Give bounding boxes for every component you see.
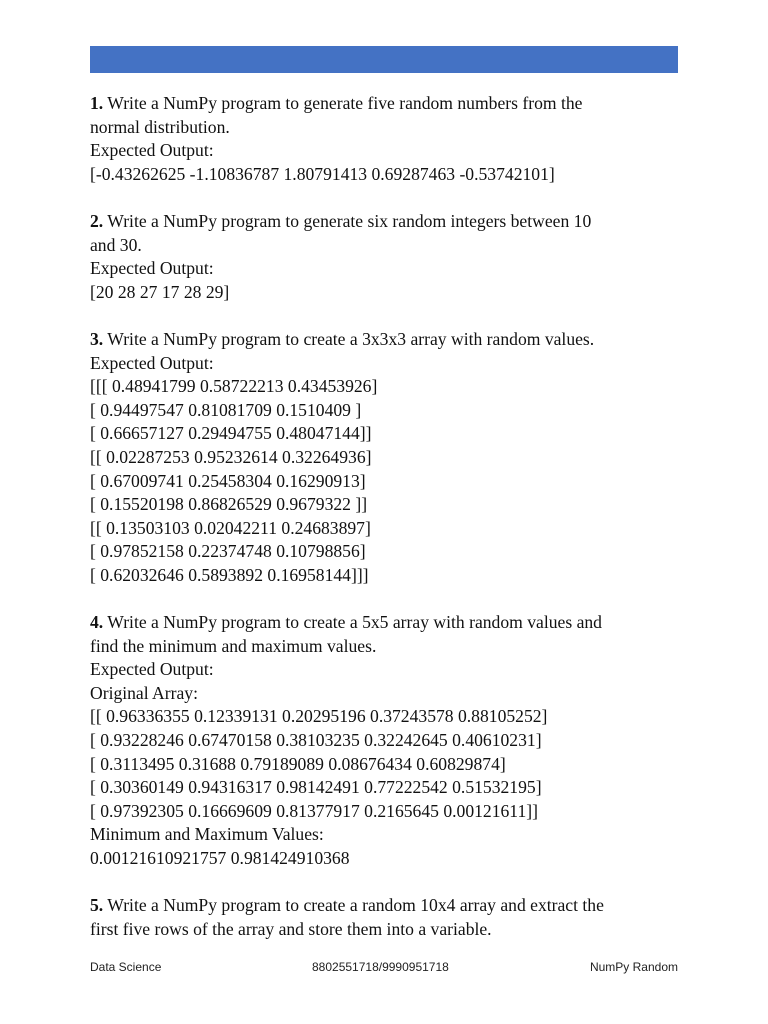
problem-number: 2.	[90, 210, 104, 231]
footer-left: Data Science	[90, 960, 162, 974]
expected-output-label: Expected Output:	[90, 258, 214, 279]
document-body	[90, 92, 690, 965]
statement-text: Write a NumPy program to generate six random integers between 10	[107, 210, 592, 231]
output-line: [ 0.3113495 0.31688 0.79189089 0.08676434 0.60829874]	[90, 753, 506, 774]
statement-text: Write a NumPy program to create a 5x5 array with random values and	[107, 612, 602, 633]
problem-statement-line	[90, 611, 690, 635]
statement-text: and 30.	[90, 234, 142, 255]
problem-statement-line	[90, 234, 690, 258]
footer-center: 8802551718/9990951718	[312, 960, 449, 974]
problem-statement-line	[90, 918, 690, 942]
statement-text: Write a NumPy program to generate five random numbers from the	[107, 93, 583, 113]
output-line: [ 0.15520198 0.86826529 0.9679322 ]]	[90, 494, 368, 515]
problem-4	[90, 611, 690, 871]
output-line: 0.00121610921757 0.981424910368	[90, 848, 350, 868]
problem-statement-line	[90, 210, 690, 234]
problem-statement-line	[90, 92, 690, 116]
problem-number: 3.	[90, 328, 104, 349]
output-line: [[ 0.96336355 0.12339131 0.20295196 0.37243578 0.88105252]	[90, 706, 548, 727]
problem-1	[90, 92, 690, 186]
output-line: Minimum and Maximum Values:	[90, 824, 324, 845]
problem-2	[90, 210, 690, 304]
output-line: [ 0.94497547 0.81081709 0.1510409 ]	[90, 399, 362, 420]
output-line: [ 0.62032646 0.5893892 0.16958144]]]	[90, 564, 369, 585]
output-line: [20 28 27 17 28 29]	[90, 281, 230, 302]
problem-statement-line	[90, 894, 690, 918]
output-line: [ 0.97852158 0.22374748 0.10798856]	[90, 541, 366, 562]
problem-statement-line	[90, 116, 690, 140]
output-line: Original Array:	[90, 682, 198, 703]
problem-number: 1.	[90, 93, 104, 113]
footer-right: NumPy Random	[589, 960, 678, 974]
expected-output-label: Expected Output:	[90, 352, 214, 373]
problem-statement-line	[90, 328, 690, 352]
statement-text: first five rows of the array and store them into a variable.	[90, 918, 492, 939]
problem-number: 4.	[90, 612, 104, 633]
statement-text: find the minimum and maximum values.	[90, 635, 377, 656]
statement-text: Write a NumPy program to create a 3x3x3 array with random values.	[107, 328, 595, 349]
problem-number: 5.	[90, 895, 104, 916]
page-footer	[90, 960, 678, 978]
problem-statement-line	[90, 635, 690, 659]
output-line: [ 0.97392305 0.16669609 0.81377917 0.2165645 0.00121611]]	[90, 800, 538, 821]
statement-text: Write a NumPy program to create a random 10x4 array and extract the	[107, 895, 604, 916]
header-bar	[90, 46, 678, 73]
output-line: [ 0.66657127 0.29494755 0.48047144]]	[90, 423, 372, 444]
expected-output-label: Expected Output:	[90, 659, 214, 680]
output-line: [[ 0.02287253 0.95232614 0.32264936]	[90, 446, 372, 467]
output-line: [[[ 0.48941799 0.58722213 0.43453926]	[90, 376, 378, 397]
problem-3	[90, 328, 690, 588]
output-line: [[ 0.13503103 0.02042211 0.24683897]	[90, 517, 371, 538]
output-line: [ 0.30360149 0.94316317 0.98142491 0.77222542 0.51532195]	[90, 777, 542, 798]
problem-5	[90, 894, 690, 941]
statement-text: normal distribution.	[90, 116, 230, 137]
expected-output-label: Expected Output:	[90, 140, 214, 161]
output-line: [-0.43262625 -1.10836787 1.80791413 0.69287463 -0.53742101]	[90, 163, 555, 184]
output-line: [ 0.67009741 0.25458304 0.16290913]	[90, 470, 366, 491]
output-line: [ 0.93228246 0.67470158 0.38103235 0.32242645 0.40610231]	[90, 730, 542, 751]
